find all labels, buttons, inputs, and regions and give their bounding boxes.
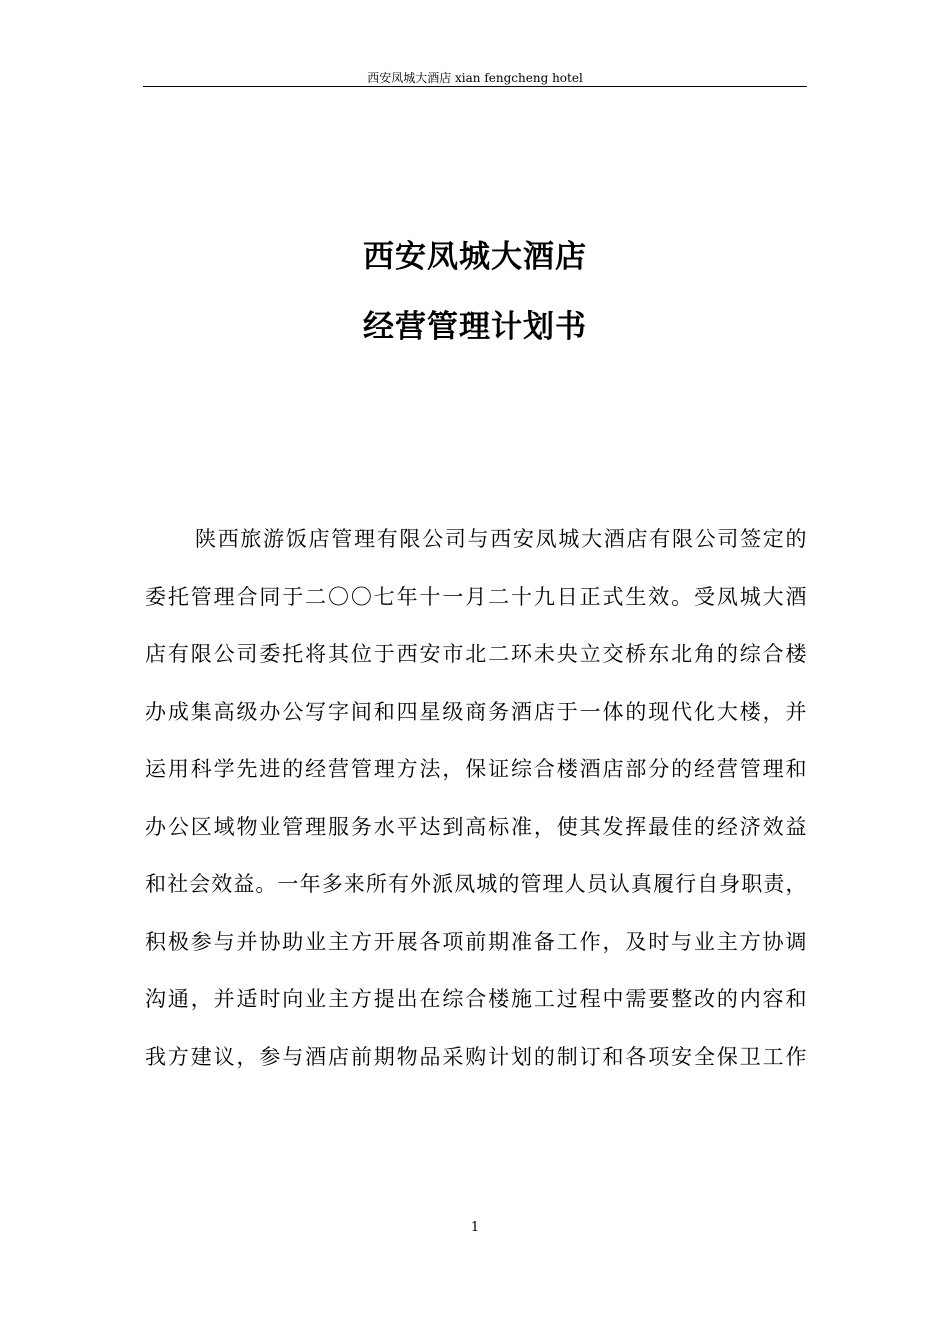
paragraph-line: 陕西旅游饭店管理有限公司与西安凤城大酒店有限公司签定的 <box>195 527 807 551</box>
paragraph-line: 委托管理合同于二〇〇七年十一月二十九日正式生效。受凤城大酒 <box>145 584 807 609</box>
paragraph-line: 运用科学先进的经营管理方法，保证综合楼酒店部分的经营管理和 <box>145 757 807 781</box>
body-paragraph <box>145 511 807 1086</box>
paragraph-line: 办公区域物业管理服务水平达到高标准，使其发挥最佳的经济效益 <box>145 814 807 839</box>
running-header: 西安凤城大酒店 xian fengcheng hotel <box>367 71 583 85</box>
document-title-line-1: 西安凤城大酒店 <box>363 239 587 275</box>
paragraph-line: 办成集高级办公写字间和四星级商务酒店于一体的现代化大楼，并 <box>145 699 807 724</box>
paragraph-line: 我方建议，参与酒店前期物品采购计划的制订和各项安全保卫工作 <box>145 1044 807 1069</box>
paragraph-line: 店有限公司委托将其位于西安市北二环未央立交桥东北角的综合楼 <box>145 642 807 666</box>
header-rule <box>143 86 807 87</box>
document-title-line-2: 经营管理计划书 <box>363 309 587 345</box>
page-number: 1 <box>470 1220 480 1235</box>
paragraph-line: 积极参与并协助业主方开展各项前期准备工作，及时与业主方协调 <box>145 929 807 954</box>
paragraph-line: 沟通，并适时向业主方提出在综合楼施工过程中需要整改的内容和 <box>145 987 807 1011</box>
paragraph-line: 和社会效益。一年多来所有外派凤城的管理人员认真履行自身职责， <box>145 872 807 896</box>
